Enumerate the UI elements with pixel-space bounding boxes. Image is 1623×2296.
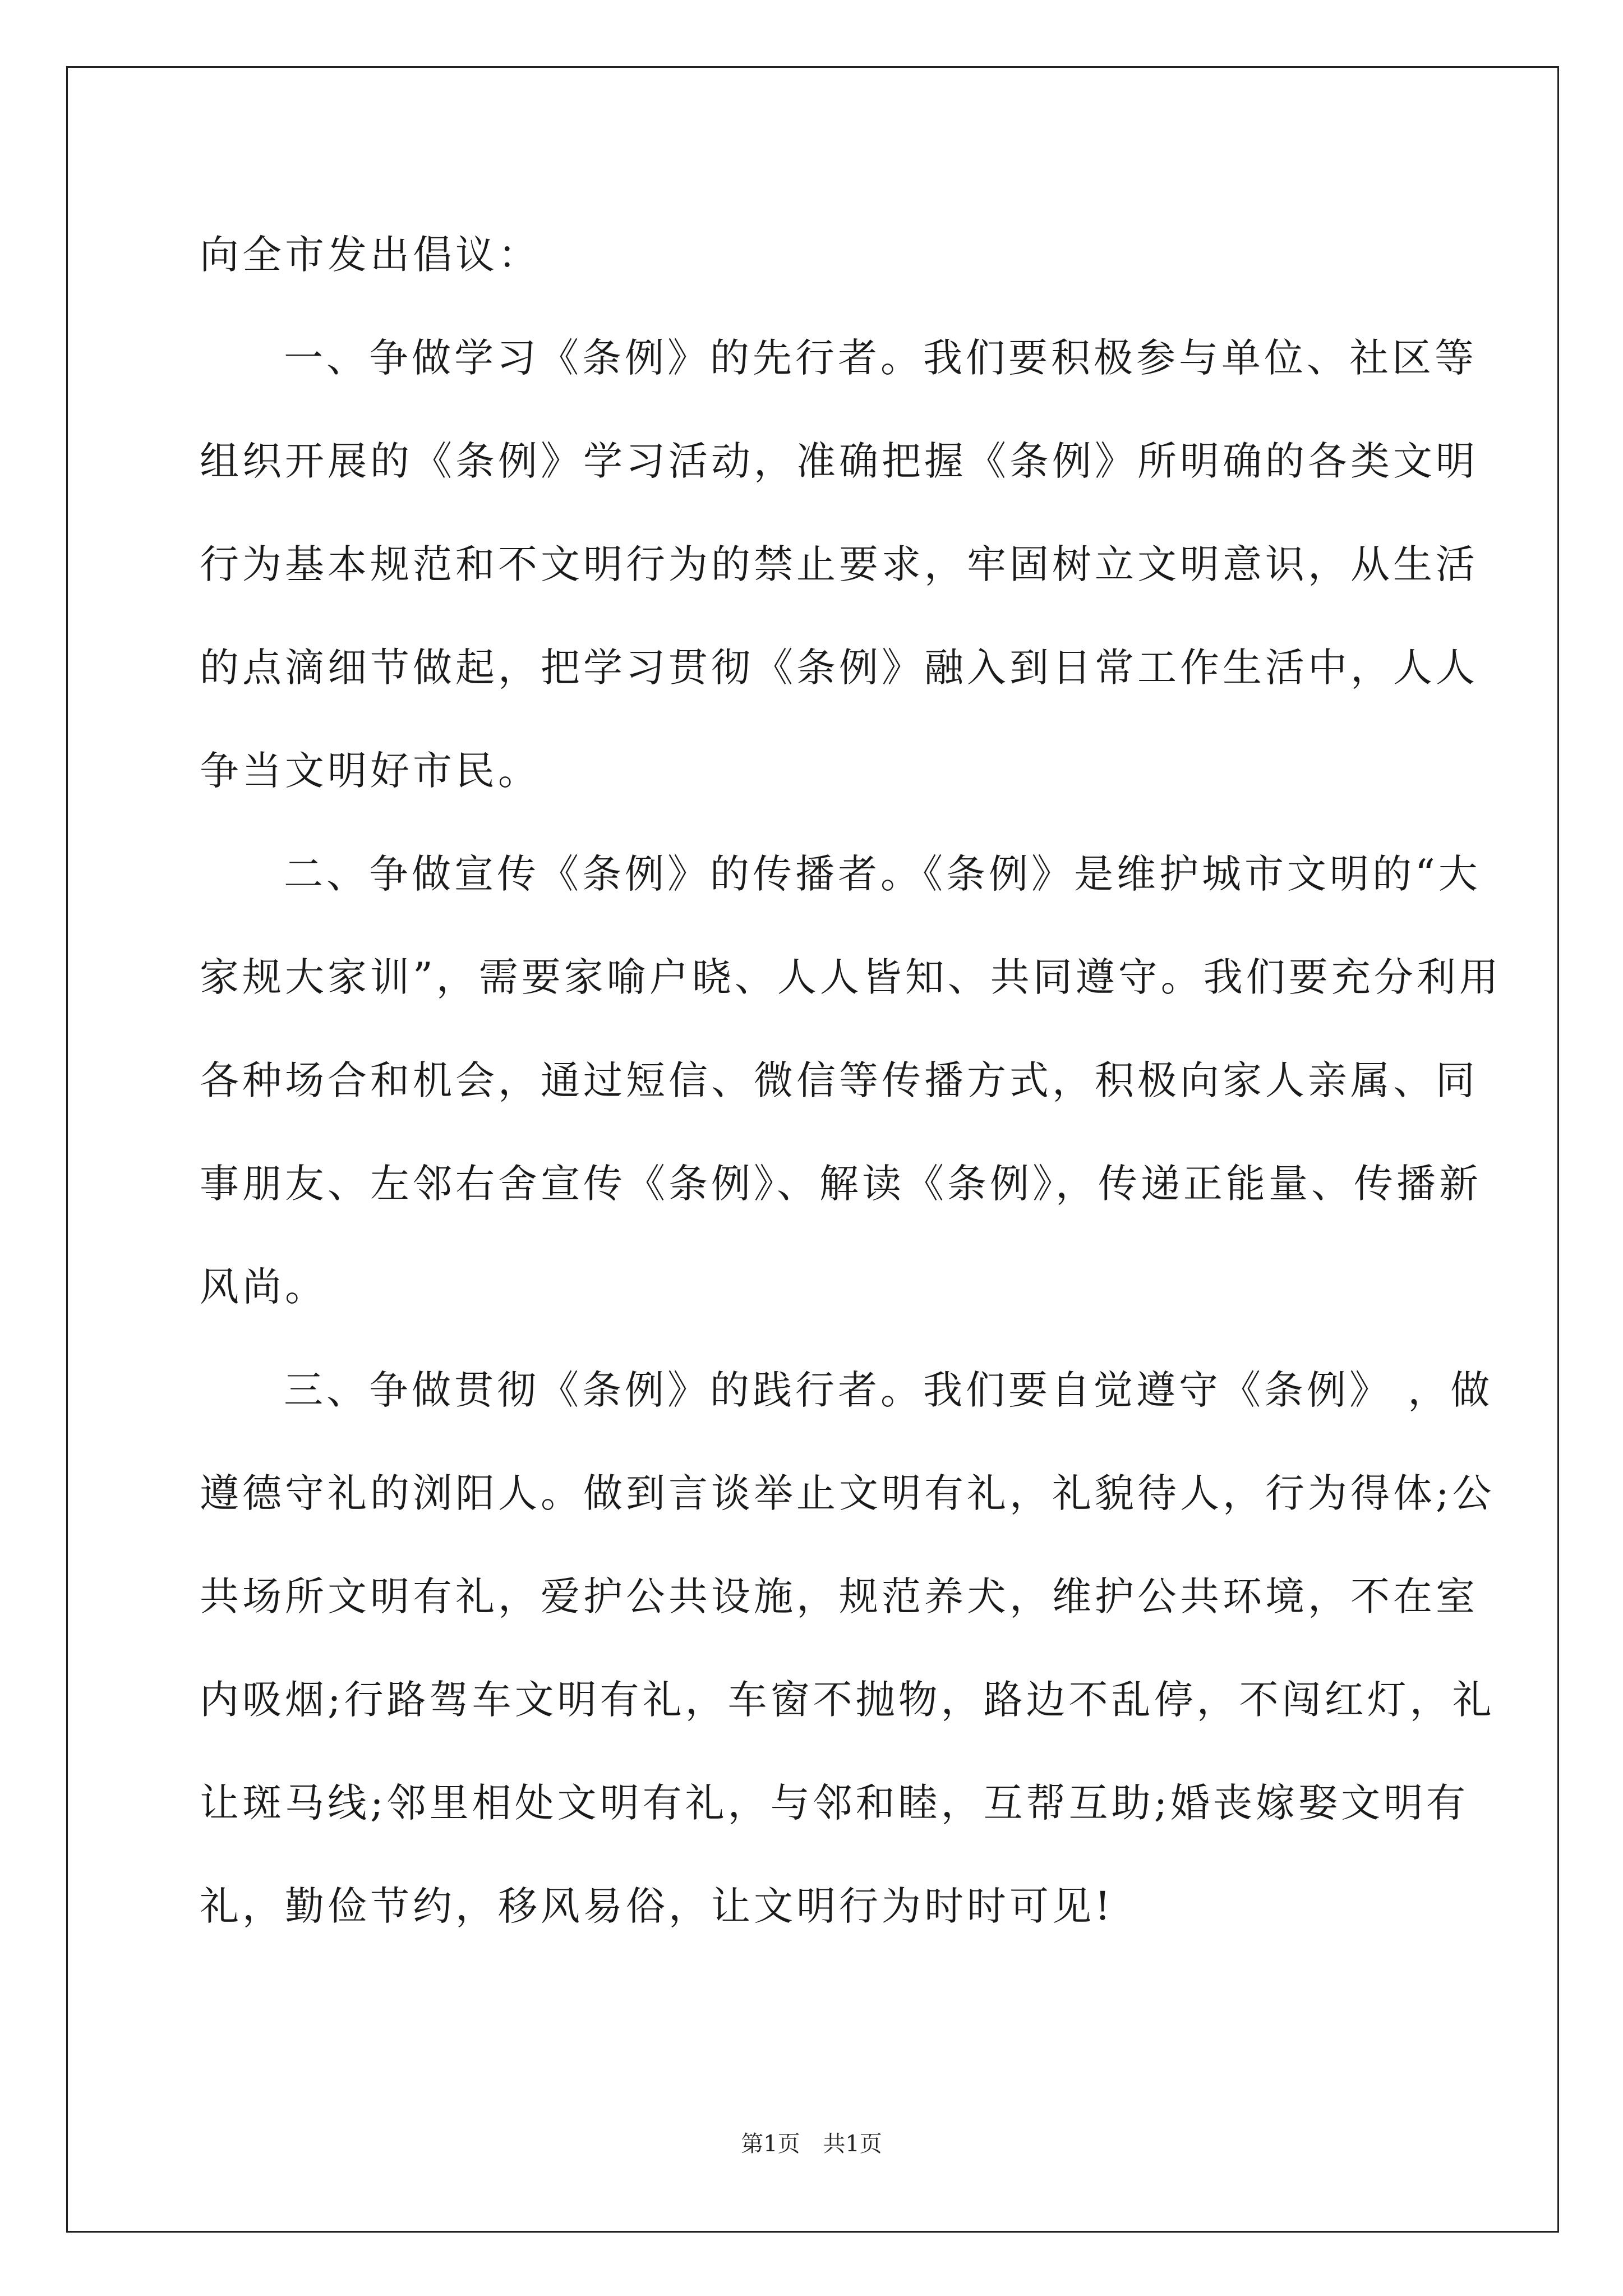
text-line: 家规大家训”，需要家喻户晓、人人皆知、共同遵守。我们要充分利用	[200, 954, 1502, 1000]
text-line: 风尚。	[200, 1264, 328, 1310]
document-body	[200, 203, 1502, 1958]
paragraph-1-line: 一、争做学习《条例》的先行者。我们要积极参与单位、社区等	[284, 335, 1477, 381]
text-line: 向全市发出倡议：	[200, 232, 541, 278]
page-footer	[0, 2126, 1623, 2158]
text-line: 内吸烟;行路驾车文明有礼，车窗不抛物，路边不乱停，不闯红灯，礼	[200, 1677, 1495, 1723]
text-line: 各种场合和机会，通过短信、微信等传播方式，积极向家人亲属、同	[200, 1057, 1478, 1103]
text-line: 的点滴细节做起，把学习贯彻《条例》融入到日常工作生活中，人人	[200, 645, 1478, 691]
text-line: 让斑马线;邻里相处文明有礼，与邻和睦，互帮互助;婚丧嫁娶文明有	[200, 1780, 1469, 1826]
paragraph-3-line: 三、争做贯彻《条例》的践行者。我们要自觉遵守《条例》 ，做	[284, 1367, 1493, 1413]
text-line: 行为基本规范和不文明行为的禁止要求，牢固树立文明意识，从生活	[200, 541, 1478, 587]
text-line: 礼，勤俭节约，移风易俗，让文明行为时时可见!	[200, 1883, 1114, 1929]
text-line: 组织开展的《条例》学习活动，准确把握《条例》所明确的各类文明	[200, 438, 1478, 484]
text-line: 遵德守礼的浏阳人。做到言谈举止文明有礼，礼貌待人，行为得体;公	[200, 1470, 1495, 1516]
text-line: 争当文明好市民。	[200, 748, 541, 794]
text-line: 事朋友、左邻右舍宣传《条例》、解读《条例》，传递正能量、传播新	[200, 1161, 1482, 1207]
page-number: 第1页	[741, 2131, 800, 2157]
text-line: 共场所文明有礼，爱护公共设施，规范养犬，维护公共环境，不在室	[200, 1573, 1478, 1619]
paragraph-2-line: 二、争做宣传《条例》的传播者。《条例》是维护城市文明的“大	[284, 851, 1481, 897]
page-total: 共1页	[823, 2131, 882, 2157]
